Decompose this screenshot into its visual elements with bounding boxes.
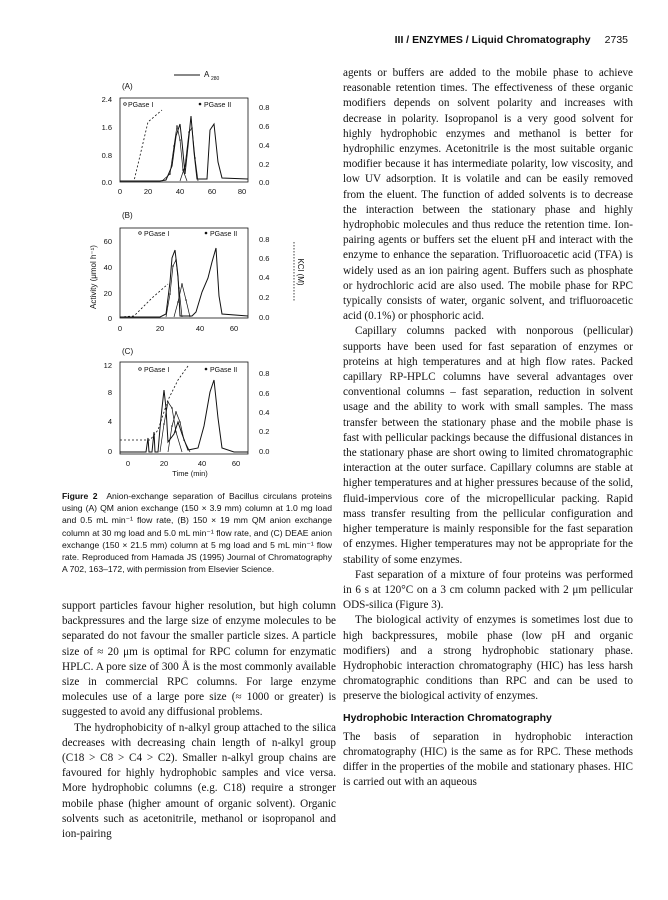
panel-c: [104, 347, 270, 478]
x-tick: 60: [207, 187, 217, 196]
paragraph: The biological activity of enzymes is sometimes lost due to high backpressures, mobile phase (low pH and organic modifiers) and a strong hydrophobic stationary phase. Hydrophobic interaction chromatography (HIC) has less harsh chromatographic conditions than RPC and can be used to preserve the biological activity of enzymes.: [343, 614, 633, 703]
kcl-gradient: [120, 366, 188, 440]
panel-a-x-ticks: [118, 187, 246, 196]
panel-a: [102, 82, 270, 196]
peak-label-pgase-2: PGase II: [204, 102, 232, 109]
panel-a-y-ticks: [102, 95, 112, 187]
y2-tick: 0.6: [259, 254, 270, 263]
a280-trace: [120, 380, 248, 452]
x-tick: 0: [117, 324, 123, 333]
x-tick: 60: [229, 324, 239, 333]
peak-label-pgase-1: PGase I: [128, 102, 154, 109]
y-tick: 0: [107, 447, 112, 456]
panel-c-label: (C): [122, 347, 134, 356]
y-tick: 4: [107, 417, 112, 426]
panel-c-y2-ticks: [259, 369, 269, 456]
a280-trace: [120, 116, 248, 181]
section-heading: Hydrophobic Interaction Chromatography: [343, 711, 552, 724]
kcl-gradient: [120, 284, 168, 317]
y-axis-label: Activity (μmol h⁻¹): [89, 245, 98, 309]
y2-tick: 0.6: [259, 122, 270, 131]
panel-b-y2-ticks: [259, 235, 269, 322]
y2-tick: 0.2: [259, 160, 270, 169]
y2-tick: 0.8: [259, 235, 270, 244]
pgase-2-activity: [168, 412, 190, 452]
y-tick: 40: [103, 263, 112, 272]
peak-label-pgase-1: PGase I: [144, 367, 170, 374]
a280-trace: [120, 248, 248, 317]
panel-a-y2-ticks: [259, 103, 269, 187]
left-column: [62, 599, 336, 842]
y2-tick: 0.2: [259, 427, 270, 436]
y2-tick: 0.0: [259, 313, 270, 322]
legend: [174, 70, 220, 82]
running-header: [395, 34, 628, 46]
y2-tick: 0.2: [259, 293, 270, 302]
right-column: [343, 66, 633, 791]
pgase-2-activity: [174, 284, 190, 317]
x-tick: 40: [195, 324, 205, 333]
paragraph: Capillary columns packed with nonporous (pellicular) supports have been used for fast separation of enzymes or proteins at high temperatures and at high flow rates. Packed capillary RP-HPLC columns have several advantages over conventional columns – fast separation, reduction in solvent usage and the ability to work with small samples. The mass transfer between the stationary phase and the mobile phase is fast with pellicular packings because the diffusional distances in the stationary phase are short owing to limited chromatographic interaction at the outer surface. Capillary columns are stable at higher temperatures and at higher pressures because of the solid, fluid-impervious core of the micropellicular packing. Rapid mass transfer resulting from the pellicular configuration and higher temperature is mainly responsible for the fast separation of enzymes. Higher temperatures may not be appropriate for the stability of some enzymes.: [343, 325, 633, 566]
y2-tick: 0.4: [259, 141, 270, 150]
x-tick: 80: [237, 187, 247, 196]
x-tick: 60: [231, 459, 241, 468]
peak-label-pgase-2: PGase II: [210, 367, 238, 374]
y2-tick: 0.4: [259, 273, 270, 282]
x-tick: 40: [175, 187, 185, 196]
x-tick: 20: [143, 187, 153, 196]
legend-label: A: [204, 70, 210, 79]
y-tick: 60: [103, 237, 112, 246]
y-tick: 20: [103, 289, 112, 298]
paragraph: agents or buffers are added to the mobile phase to achieve reasonable retention times. The effectiveness of these organic modifiers depends on solvent polarity and increases with decrease in polarity. Isopropanol is a very good solvent for highly hydrophobic enzymes and methanol is better for hydrophilic enzymes. Acetonitrile is the most suitable organic modifier because it has intermediate polarity, low viscosity, and low UV adsorption. It is volatile and can be easily removed from the eluent. The function of added solvents is to decrease the interaction between the stationary phase and highly hydrophobic molecules and thus reduce the retention time. Ion-pairing agents or buffers set the eluent pH and interact with the enzyme to enhance the separation. Trifluoroacetic acid (TFA) is widely used as an ion pairing agent. Buffers such as phosphate or hydrochloric acid are also used. The mobile phase for RPC typically consists of water, organic solvent, and trifluoroacetic acid (0.1%) or phosphoric acid.: [343, 67, 633, 323]
y-tick: 8: [107, 388, 112, 397]
peak-label-pgase-2: PGase II: [210, 231, 238, 238]
y2-tick: 0.4: [259, 408, 270, 417]
x-tick: 20: [155, 324, 165, 333]
panel-b-x-ticks: [118, 324, 238, 333]
figure-2: [62, 62, 342, 482]
panel-b: [104, 211, 270, 333]
y-tick: 0.0: [101, 178, 112, 187]
peak-label-pgase-1: PGase I: [144, 231, 170, 238]
panel-b-y-ticks: [104, 237, 112, 323]
x-axis-label: Time (min): [172, 469, 208, 478]
y2-tick: 0.8: [259, 103, 270, 112]
y-tick: 0.8: [101, 151, 112, 160]
page-number: 2735: [604, 34, 628, 46]
y2-tick: 0.6: [259, 389, 270, 398]
x-tick: 40: [197, 459, 207, 468]
paragraph: support particles favour higher resolution, but high column backpressures and the large size of enzyme molecules to be separated do not favour the smaller particle sizes. A particle size of ≈ 20 μm is optimal for RPC column for enzymatic HPLC. A pore size of 300 Å is the most commonly available size in commercial RPC columns. For large enzyme molecules use of a large pore size (≈ 1000 or greater) is suggested to avoid any diffusional problems.: [62, 600, 336, 719]
panel-c-x-ticks: [126, 459, 240, 468]
y2-tick: 0.0: [259, 447, 270, 456]
x-tick: 0: [125, 459, 131, 468]
kcl-gradient: [120, 110, 162, 181]
caption-title: Figure 2: [62, 491, 98, 501]
panel-b-label: (B): [122, 211, 133, 220]
y-tick: 12: [103, 361, 112, 370]
y-tick: 0: [107, 314, 112, 323]
panel-c-y-ticks: [104, 361, 112, 456]
legend-sub: 280: [211, 76, 220, 82]
y-tick: 1.6: [101, 123, 112, 132]
y2-tick: 0.8: [259, 369, 270, 378]
x-tick: 0: [117, 187, 123, 196]
y-tick: 2.4: [101, 95, 112, 104]
y2-axis-label: KCl (M): [296, 258, 305, 286]
pgase-1-activity: [160, 402, 182, 452]
paragraph: The hydrophobicity of n-alkyl group attached to the silica decreases with decreasing chain length of n-alkyl group (C18 > C8 > C4 > C2). Smaller n-alkyl group chains are favoured for highly hydrophobic samples and vice versa. More hydrophobic columns (e.g. C18) require a stronger mobile phase (higher amount of organic solvent). Organic solvents such as acetonitrile, methanol or isopropanol and ion-pairing: [62, 721, 336, 841]
x-tick: 20: [159, 459, 169, 468]
y2-tick: 0.0: [259, 178, 270, 187]
paragraph: The basis of separation in hydrophobic interaction chromatography (HIC) is the same as for RPC. These methods differ in the properties of the mobile and stationary phases. HIC is carried out with an aqueous: [343, 730, 633, 789]
caption-text: Anion-exchange separation of Bacillus circulans proteins using (A) QM anion exchange (150 × 3.9 mm) column at 1.0 mg load and 0.5 mL min⁻¹ flow rate, (B) 150 × 19 mm QM anion exchange column at 30 mg load and 5.0 mL min⁻¹ flow rate, and (C) DEAE anion exchange (150 × 21.5 mm) column at 5 mg load and 5 mL min⁻¹ flow rate. Reproduced from Hamada JS (1995) Journal of Chromatography A 702, 163–172, with permission from Elsevier Science.: [62, 491, 332, 575]
figure-caption: [62, 490, 332, 575]
panel-a-label: (A): [122, 82, 133, 91]
paragraph: Fast separation of a mixture of four proteins was performed in 6 s at 120°C on a 3 cm column packed with 2 μm pellicular ODS-silica (Figure 3).: [343, 568, 633, 612]
header-section: III / ENZYMES / Liquid Chromatography: [394, 34, 591, 46]
